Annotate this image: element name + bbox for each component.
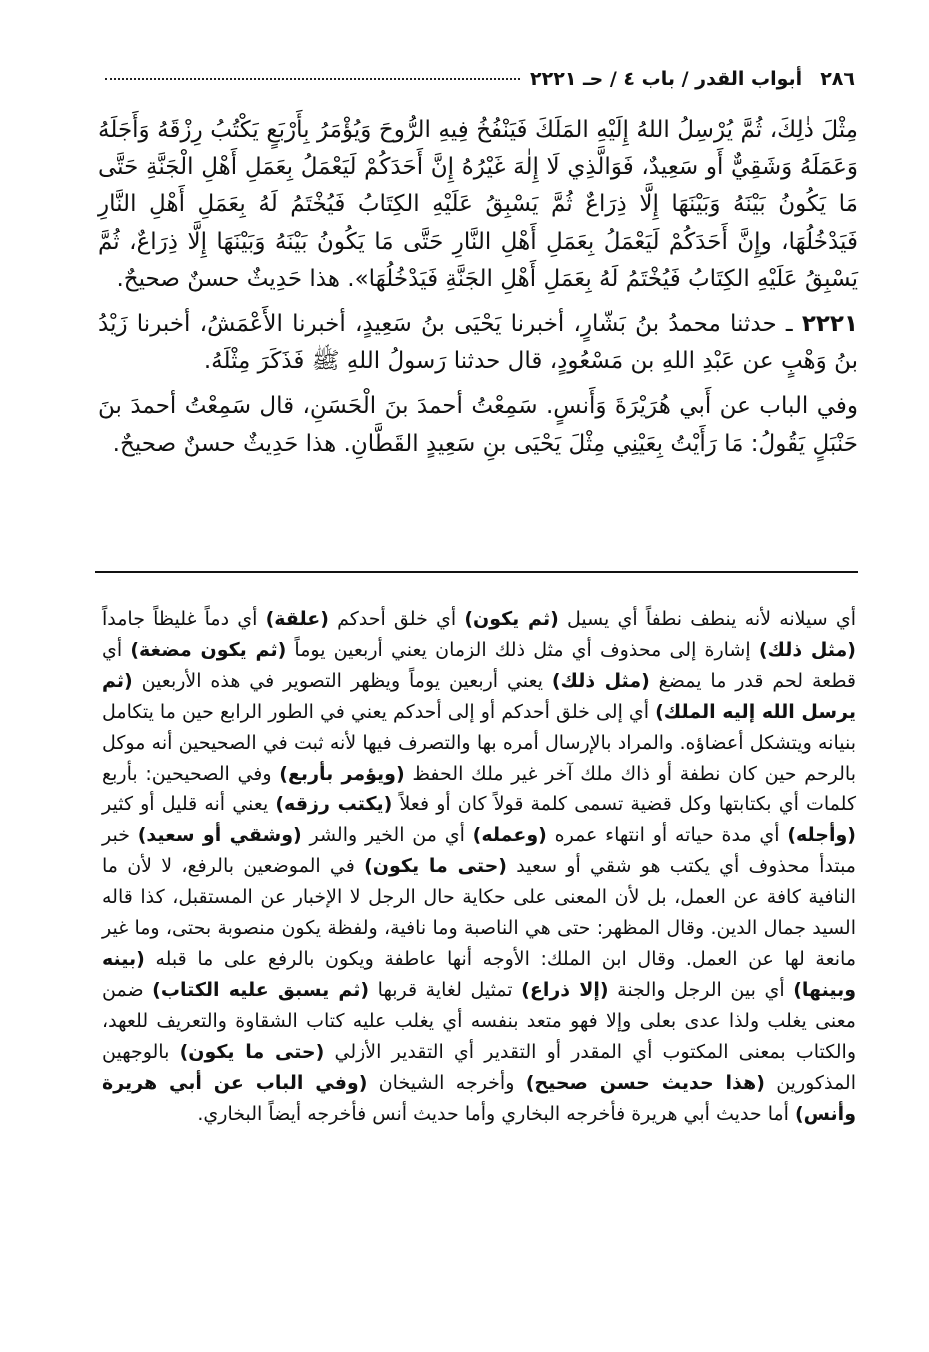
commentary-keyword: (يكتب رزقه) [275, 793, 393, 816]
commentary-keyword: (وفي الباب عن أبي هريرة وأنس) [102, 1071, 856, 1125]
commentary-keyword: (إلا ذراع) [521, 978, 609, 1001]
commentary-text: في الموضعين بالرفع، لا لأن ما النافية كافة عن العمل، بل لأن المعنى على حكاية حال الرجل لا الإخبار عن المستقبل، كذا قاله السيد جمال الدين. وقال المظهر: حتى هي الناصبة وما نافية، ولفظة يكون منصوبة بحتى، وما غير مانعة لها عن العمل. وقال ابن الملك: الأوجه أنها عاطفة ويكون بالرفع على ما قبله [102, 855, 856, 970]
commentary-keyword: (حتى ما يكون) [364, 855, 507, 878]
hadith-text [98, 112, 858, 463]
commentary-text: أي مدة حياته أو انتهاء عمره [546, 824, 788, 847]
commentary-keyword: (مثل ذلك) [758, 638, 856, 661]
commentary-keyword: (ثم يرسل الله إليه الملك) [102, 669, 856, 723]
commentary-text: ضمن معنى يغلب ولذا عدى بعلى وإلا فهو متعد بنفسه أي يغلب عليه كتاب الشقاوة والتعريف للعهد، والكتاب بمعنى المكتوب أي المقدر أو التقدير أي التقدير الأزلي [102, 978, 857, 1063]
commentary-text: أي من الخير والشر [301, 824, 473, 847]
commentary-text: وأخرجه الشيخان [367, 1071, 526, 1094]
hadith-number: ٢٢٢١ [801, 311, 859, 338]
commentary-text: يعني أنه قليل أو كثير [102, 793, 276, 816]
commentary-text: أما حديث أبي هريرة فأخرجه البخاري وأما حديث أنس فأخرجه أيضاً البخاري. [197, 1102, 795, 1125]
hadith-2221 [98, 306, 858, 380]
commentary-keyword: (بينه وبينها) [102, 947, 857, 1001]
commentary-keyword: (وعمله) [472, 824, 547, 847]
commentary-keyword: (ثم يسبق عليه الكتاب) [152, 978, 370, 1001]
commentary-keyword: (هذا حديث حسن صحيح) [525, 1071, 765, 1094]
commentary [102, 604, 856, 1129]
commentary-keyword: (حتى ما يكون) [179, 1040, 325, 1063]
hadith-continuation: مِثْلَ ذٰلِكَ، ثُمَّ يُرْسِلُ اللهُ إِلَيْهِ المَلَكَ فَيَنْفُخُ فِيهِ الرُّوحَ وَيُؤْمَرُ بِأَرْبَعٍ يَكْتُبُ رِزْقَهُ وَأَجَلَهُ وَعَمَلَهُ وَشَقِيٌّ أَو سَعِيدٌ، فَوَالَّذِي لَا إِلٰهَ غَيْرُهُ إِنَّ أَحَدَكُمْ لَيَعْمَلُ بِعَمَلِ أَهْلِ الْجَنَّةِ حَتَّى مَا يَكُونُ بَيْنَهُ وَبَيْنَهَا إِلَّا ذِرَاعٌ ثُمَّ يَسْبِقُ عَلَيْهِ الكِتَابُ فَيُخْتَمُ لَهُ بِعَمَلِ أَهْلِ النَّارِ فَيَدْخُلُهَا، وإِنَّ أَحَدَكُمْ لَيَعْمَلُ بِعَمَلِ أَهْلِ النَّارِ حَتَّى مَا يَكُونُ بَيْنَهُ وَبَيْنَهَا إِلَّا ذِرَاعٌ، ثُمَّ يَسْبِقُ عَلَيْهِ الكِتَابُ فَيُخْتَمُ لَهُ بِعَمَلِ أَهْلِ الجَنَّةِ فَيَدْخُلُهَا». هذا حَدِيثٌ حسنٌ صحيحٌ. [98, 117, 858, 292]
commentary-keyword: (ويؤمر بأربع) [279, 762, 405, 785]
commentary-keyword: (علقة) [265, 608, 329, 630]
page-header [95, 62, 855, 96]
commentary-text: وفي الصحيحين: بأربع كلمات أي بكتابتها وكل قضية تسمى كلمة قولاً كان أو فعلاً [102, 762, 857, 816]
commentary-text: أي بين الرجل والجنة [608, 978, 794, 1001]
page-number: ٢٨٦ [820, 68, 855, 90]
commentary-text: أي قطعة لحم قدر ما يمضغ [102, 638, 856, 692]
commentary-keyword: (وشقي أو سعيد) [137, 824, 302, 847]
chapter-note: وفي الباب عن أَبي هُرَيْرَةَ وَأَنسٍ. سَمِعْتُ أحمدَ بنَ الْحَسَنِ، قال سَمِعْتُ أحمدَ بنَ حَنْبَلٍ يَقُولُ: مَا رَأَيْتُ بِعَيْنِي مِثْلَ يَحْيَى بنِ سَعِيدٍ القَطَّانِ. هذا حَدِيثٌ حسنٌ صحيحٌ. [98, 393, 858, 457]
commentary-keyword: (وأجله) [787, 824, 856, 847]
commentary-text: إشارة إلى محذوف أي مثل ذلك الزمان يعني أربعين يوماً [286, 638, 759, 661]
commentary-text: تمثيل لغاية قربها [369, 978, 522, 1001]
commentary-text: أي خلق أحدكم [328, 608, 465, 630]
commentary-text: أي دماً غليظاً جامداً [102, 608, 266, 630]
commentary-keyword: (ثم يكون مضغة) [130, 638, 287, 661]
commentary-text: خبر مبتدأ محذوف أي يكتب هو شقي أو سعيد [102, 824, 856, 878]
commentary-text: بالوجهين المذكورين [102, 1040, 857, 1094]
commentary-text: يعني أربعين يوماً ويظهر التصوير في هذه الأربعين [132, 669, 552, 692]
footnote-separator [95, 571, 858, 573]
header-dotted-leader [105, 78, 520, 80]
commentary-text: أي إلى خلق أحدكم أو إلى أحدكم يعني في الطور الرابع حين ما يتكامل بنيانه ويتشكل أعضاؤه. والمراد بالإرسال أمره بها والتصرف فيها لأنه ثبت في الصحيحين أنه موكل بالرحم حين كان نطفة أو ذاك ملك آخر غير ملك الحفظ [102, 700, 856, 785]
hadith-narration: ـ حدثنا محمدُ بنُ بَشّارٍ، أخبرنا يَحْيَى بنُ سَعِيدٍ، أخبرنا الأَعْمَشُ، أخبرنا زَيْدُ بنُ وَهْبٍ عن عَبْدِ اللهِ بن مَسْعُودٍ، قال حدثنا رَسولُ اللهِ ﷺ فَذَكَرَ مِثْلَهُ. [98, 311, 858, 375]
running-title: أبواب القدر / باب ٤ / حـ ٢٢٢١ [530, 68, 803, 90]
commentary-text: أي سيلانه لأنه ينطف نطفاً أي يسيل [558, 608, 856, 630]
commentary-paragraph [102, 604, 856, 1129]
commentary-keyword: (ثم يكون) [464, 608, 559, 630]
commentary-keyword: (مثل ذلك) [551, 669, 650, 692]
